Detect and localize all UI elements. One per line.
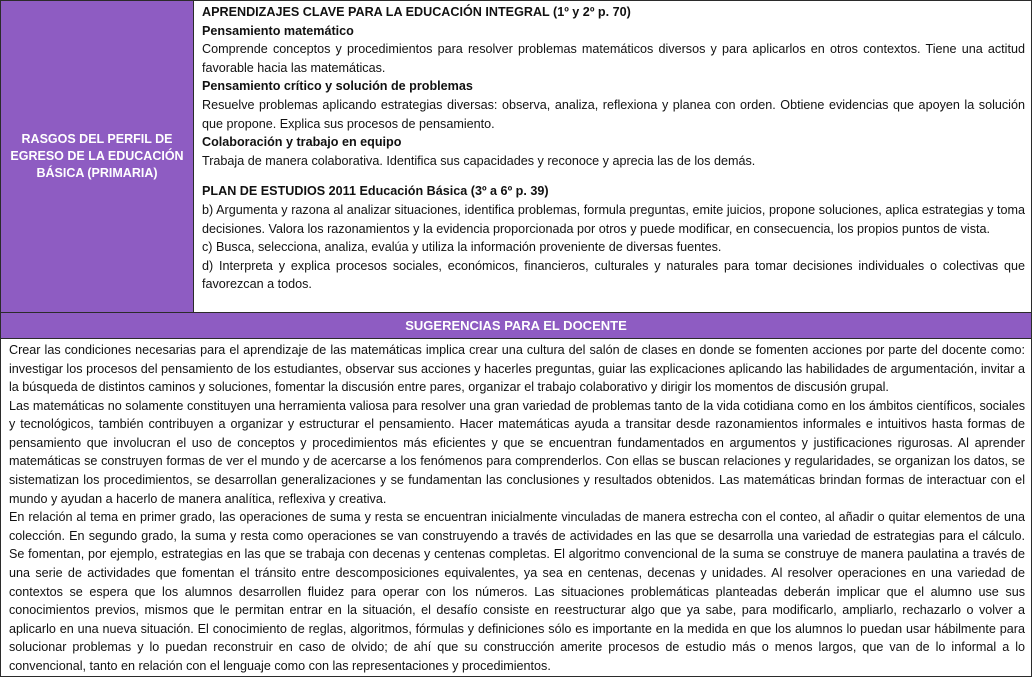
section-text-math: Comprende conceptos y procedimientos para resolver problemas matemáticos diversos y para aplicarlos en otros contextos. Tiene una actitud favorable hacia las matemáticas. [202, 42, 1025, 75]
plan-item-c: c) Busca, selecciona, analiza, evalúa y utiliza la información proveniente de diversas fuentes. [202, 240, 722, 255]
plan-title: PLAN DE ESTUDIOS 2011 Educación Básica (3º a 6º p. 39) [202, 184, 549, 199]
profile-label-cell: RASGOS DEL PERFIL DE EGRESO DE LA EDUCACIÓN BÁSICA (PRIMARIA) [1, 1, 194, 313]
suggestions-content-cell [1, 338, 1032, 676]
key-learnings-title: APRENDIZAJES CLAVE PARA LA EDUCACIÓN INTEGRAL (1º y 2º p. 70) [202, 5, 631, 19]
profile-content-cell [194, 1, 1032, 313]
section-text-collaboration: Trabaja de manera colaborativa. Identifica sus capacidades y reconoce y aprecia las de los demás. [202, 153, 756, 168]
suggestions-title: SUGERENCIAS PARA EL DOCENTE [1, 312, 1032, 338]
suggestion-paragraph-1: Crear las condiciones necesarias para el aprendizaje de las matemáticas implica crear una cultura del salón de clases en donde se fomenten acciones por parte del docente como: investigar los procesos del pensamiento de los estudiantes, observar sus acciones y hacerles preguntas, guiar las explicaciones aplicando las habilidades de argumentación, invitar a la búsqueda de distintos caminos y soluciones, fomentar la discusión entre pares, organizar el trabajo colaborativo y dirigir los momentos de discusión grupal. [9, 342, 1025, 395]
plan-item-b: b) Argumenta y razona al analizar situaciones, identifica problemas, formula preguntas, emite juicios, propone soluciones, aplica estrategias y toma decisiones. Valora los razonamientos y la evidencia proporcionada por otros y puede modificar, en consecuencia, los propios puntos de vista. [202, 202, 1025, 236]
suggestions-body-row [1, 338, 1032, 676]
profile-row [1, 1, 1032, 313]
section-heading-critical-thinking: Pensamiento crítico y solución de problemas [202, 79, 473, 94]
section-heading-collaboration: Colaboración y trabajo en equipo [202, 135, 402, 150]
spacer [202, 170, 1025, 182]
section-text-critical-thinking: Resuelve problemas aplicando estrategias diversas: observa, analiza, reflexiona y planea con orden. Obtiene evidencias que apoyen la solución que propone. Explica sus procesos de pensamiento. [202, 97, 1025, 131]
suggestion-paragraph-3: En relación al tema en primer grado, las operaciones de suma y resta se encuentran inicialmente vinculadas de manera estrecha con el conteo, al añadir o quitar elementos de una colección. En segundo grado, la suma y resta como operaciones se van construyendo a través de actividades en las que se desarrolla una variedad de estrategias para el cálculo. Se fomentan, por ejemplo, estrategias en las que se trabaja con decenas y centenas completas. El algoritmo convencional de la suma se construye de manera paulatina a través de una serie de actividades que fomentan el tránsito entre descomposiciones equivalentes, ya sea en centenas, decenas y unidades. Al resolver operaciones en una variedad de contextos se espera que los alumnos desarrollen fluidez para operar con los números. Las situaciones problemáticas planteadas deberán implicar que el alumno use sus conocimientos previos, mismos que le permitan entrar en la situación, el desafío consiste en reestructurar algo que ya sabe, para modificarlo, ampliarlo, rechazarlo o volver a aplicarlo en una nueva situación. El conocimiento de reglas, algoritmos, fórmulas y definiciones sólo es importante en la medida en que los alumnos lo puedan usar hábilmente para solucionar problemas y lo puedan reconstruir en caso de olvido; de ahí que su construcción amerite procesos de estudio más o menos largos, que van de lo informal a lo convencional, tanto en relación con el lenguaje como con las representaciones y procedimientos. [9, 510, 1025, 673]
section-heading-math: Pensamiento matemático [202, 23, 354, 38]
suggestions-header-row [1, 312, 1032, 338]
plan-item-d: d) Interpreta y explica procesos sociales, económicos, financieros, culturales y naturales para tomar decisiones individuales o colectivas que favorezcan a todos. [202, 258, 1025, 292]
suggestion-paragraph-2: Las matemáticas no solamente constituyen una herramienta valiosa para resolver una gran variedad de problemas tanto de la vida cotidiana como en los ámbitos científicos, sociales y tecnológicos, también contribuyen a organizar y estructurar el pensamiento. Hacer matemáticas ayuda a transitar desde razonamientos informales e intuitivos hasta formas de pensamiento que involucran el uso de conceptos y procedimientos más eficientes y que se encuentran fundamentados en argumentos y justificaciones rigurosas. Al aprender matemáticas se construyen formas de ver el mundo y de acercarse a los fenómenos para comprenderlos. Con ellas se buscan relaciones y regularidades, se organizan los datos, se sistematizan los procedimientos, se desarrollan generalizaciones y se fundamentan las conclusiones y resultados obtenidos. Las matemáticas brindan formas de interactuar con el mundo y ayudan a hacerlo de manera analítica, reflexiva y creativa. [9, 398, 1025, 506]
